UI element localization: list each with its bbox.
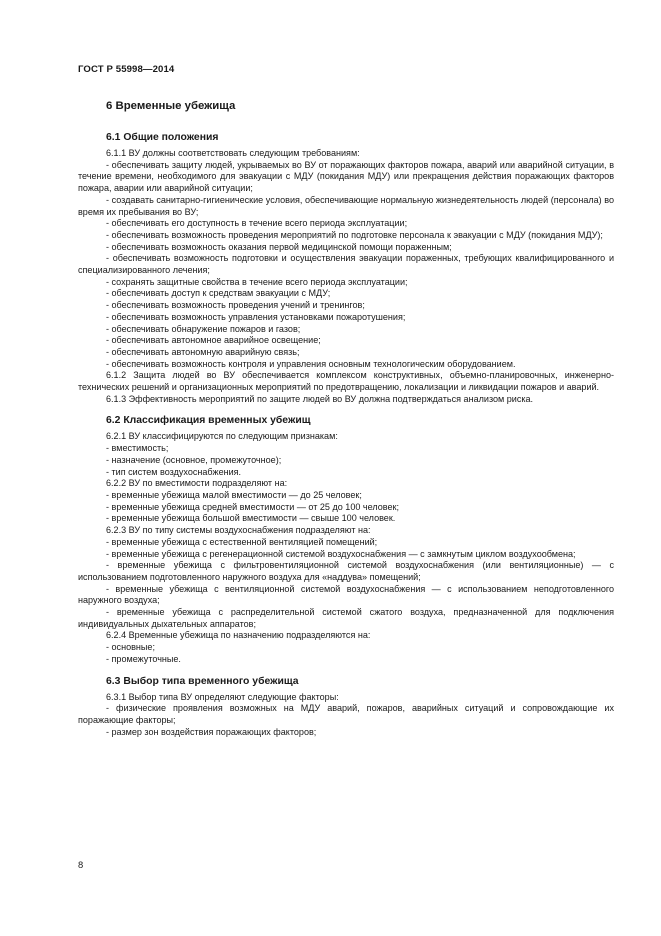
paragraph: 6.2.3 ВУ по типу системы воздухоснабжения подразделяют на: [106, 525, 371, 536]
list-item: - временные убежища средней вместимости — от 25 до 100 человек; [106, 501, 399, 512]
list-item: - временные убежища с вентиляционной системой воздухоснабжения — с использованием неподготовленного наружного воздуха; [78, 583, 614, 606]
list-item: - обеспечивать возможность управления установками пожаротушения; [106, 311, 406, 322]
list-item: - обеспечивать автономное аварийное освещение; [106, 335, 321, 346]
paragraph: 6.1.2 Защита людей во ВУ обеспечивается комплексом конструктивных, объемно-планировочных, инженерно-технических решений и организационных мероприятий по предотвращению, локализации и ликвидации пожаров и аварий. [78, 370, 614, 393]
list-item: - временные убежища с регенерационной системой воздухоснабжения — с замкнутым циклом воздухообмена; [106, 548, 576, 559]
paragraph: 6.1.3 Эффективность мероприятий по защите людей во ВУ должна подтверждаться анализом риска. [106, 393, 534, 404]
list-item: - обеспечивать автономную аварийную связь; [106, 346, 300, 357]
section-title: 6 Временные убежища [106, 100, 236, 112]
list-item: - обеспечивать защиту людей, укрываемых во ВУ от поражающих факторов пожара, аварий или аварийной ситуации, в течение времени, необходимого для эвакуации с МДУ (покидания МДУ) или прекращения действия поражающих факторов пожара, аварии или аварийной ситуации; [78, 159, 614, 194]
subsection-title-6-3: 6.3 Выбор типа временного убежища [106, 675, 299, 687]
document-body [78, 100, 614, 738]
list-item: - вместимость; [106, 443, 169, 454]
subsection-6-3-body [78, 692, 614, 739]
subsection-6-1-body [78, 148, 614, 405]
list-item: - временные убежища большой вместимости — свыше 100 человек. [106, 513, 396, 524]
list-item: - тип систем воздухоснабжения. [106, 466, 242, 477]
subsection-6-2-body [78, 431, 614, 665]
list-item: - обеспечивать возможность подготовки и осуществления эвакуации пораженных, требующих квалифицированного и специализированного лечения; [78, 253, 614, 276]
list-item: - обеспечивать его доступность в течение всего периода эксплуатации; [106, 218, 408, 229]
list-item: - физические проявления возможных на МДУ аварий, пожаров, аварийных ситуаций и сопровождающие их поражающие факторы; [78, 703, 614, 725]
list-item: - обеспечивать возможность контроля и управления основным технологическим оборудованием. [106, 358, 516, 369]
subsection-title-6-2: 6.2 Классификация временных убежищ [106, 415, 311, 427]
list-item: - назначение (основное, промежуточное); [106, 454, 282, 465]
paragraph: 6.2.4 Временные убежища по назначению подразделяются на: [106, 630, 371, 641]
paragraph: 6.2.2 ВУ по вместимости подразделяют на: [106, 478, 288, 489]
list-item: - обеспечивать возможность проведения мероприятий по подготовке персонала к эвакуации с МДУ (покидания МДУ); [106, 229, 603, 240]
list-item: - основные; [106, 642, 155, 653]
list-item: - размер зон воздействия поражающих факторов; [106, 726, 317, 737]
list-item: - временные убежища с фильтровентиляционной системой воздухоснабжения (или вентиляционные) — с использованием подготовленного наружного воздуха для «наддува» помещений; [78, 560, 614, 582]
list-item: - создавать санитарно-гигиенические условия, обеспечивающие нормальную жизнедеятельность людей (персонала) во время их пребывания во ВУ; [78, 194, 614, 217]
page-number: 8 [78, 859, 84, 870]
document-header: ГОСТ Р 55998—2014 [78, 64, 175, 75]
paragraph: 6.3.1 Выбор типа ВУ определяют следующие факторы: [106, 691, 339, 702]
paragraph: 6.2.1 ВУ классифицируются по следующим признакам: [106, 431, 338, 442]
list-item: - временные убежища малой вместимости — до 25 человек; [106, 489, 362, 500]
list-item: - промежуточные. [106, 653, 181, 664]
list-item: - обеспечивать доступ к средствам эвакуации с МДУ; [106, 288, 331, 299]
list-item: - обеспечивать возможность оказания первой медицинской помощи пораженным; [106, 241, 452, 252]
list-item: - временные убежища с распределительной системой сжатого воздуха, предназначенной для подключения индивидуальных дыхательных аппаратов; [78, 607, 614, 629]
paragraph: 6.1.1 ВУ должны соответствовать следующим требованиям: [106, 148, 360, 158]
list-item: - временные убежища с естественной вентиляцией помещений; [106, 536, 378, 547]
list-item: - сохранять защитные свойства в течение всего периода эксплуатации; [106, 276, 408, 287]
list-item: - обеспечивать возможность проведения учений и тренингов; [106, 300, 365, 311]
list-item: - обеспечивать обнаружение пожаров и газов; [106, 323, 301, 334]
subsection-title-6-1: 6.1 Общие положения [106, 132, 219, 143]
